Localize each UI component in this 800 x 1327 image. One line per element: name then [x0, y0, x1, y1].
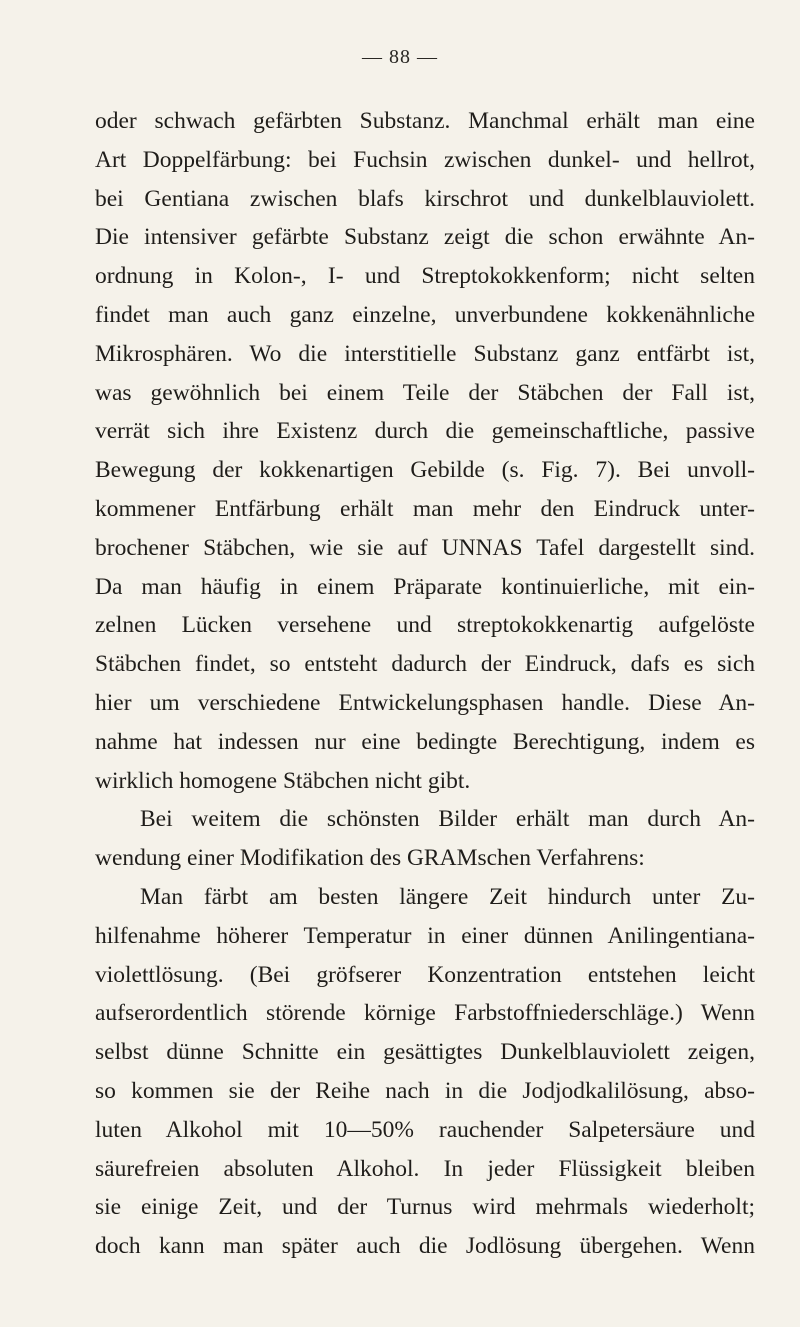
text-line: hier um verschiedene Entwickelungsphasen handle. Diese An-	[95, 689, 755, 716]
text-line: nahme hat indessen nur eine bedingte Berechtigung, indem es	[95, 728, 755, 755]
text-line: säurefreien absoluten Alkohol. In jeder Flüssigkeit bleiben	[95, 1155, 755, 1182]
text-line: Stäbchen findet, so entsteht dadurch der Eindruck, dafs es sich	[95, 651, 755, 678]
text-line: luten Alkohol mit 10—50% rauchender Salpetersäure und	[95, 1116, 755, 1143]
page-number: — 88 —	[362, 46, 438, 68]
text-line: Man färbt am besten längere Zeit hindurch unter Zu-	[140, 883, 755, 910]
text-line: kommener Entfärbung erhält man mehr den Eindruck unter-	[95, 495, 755, 522]
body-text	[95, 102, 755, 1266]
text-line: was gewöhnlich bei einem Teile der Stäbchen der Fall ist,	[95, 379, 755, 406]
text-line: Mikrosphären. Wo die interstitielle Substanz ganz entfärbt ist,	[95, 340, 755, 367]
text-line: doch kann man später auch die Jodlösung übergehen. Wenn	[95, 1233, 755, 1260]
text-line: so kommen sie der Reihe nach in die Jodjodkalilösung, abso-	[95, 1077, 755, 1104]
text-line: Da man häufig in einem Präparate kontinuierliche, mit ein-	[95, 573, 755, 600]
text-line: ordnung in Kolon-, I- und Streptokokkenform; nicht selten	[95, 263, 755, 290]
text-line: verrät sich ihre Existenz durch die gemeinschaftliche, passive	[95, 418, 755, 445]
text-line: bei Gentiana zwischen blafs kirschrot und dunkelblauviolett.	[95, 185, 755, 212]
text-line: brochener Stäbchen, wie sie auf UNNAS Tafel dargestellt sind.	[95, 534, 755, 561]
text-line: wirklich homogene Stäbchen nicht gibt.	[95, 767, 471, 794]
text-line: Bei weitem die schönsten Bilder erhält man durch An-	[140, 806, 755, 833]
text-line: findet man auch ganz einzelne, unverbundene kokkenähnliche	[95, 301, 755, 328]
text-line: aufserordentlich störende körnige Farbstoffniederschläge.) Wenn	[95, 1000, 755, 1027]
text-line: oder schwach gefärbten Substanz. Manchmal erhält man eine	[95, 108, 755, 134]
text-line: Die intensiver gefärbte Substanz zeigt die schon erwähnte An-	[95, 224, 755, 251]
text-line: Bewegung der kokkenartigen Gebilde (s. Fig. 7). Bei unvoll-	[95, 457, 755, 484]
text-line: hilfenahme höherer Temperatur in einer dünnen Anilingentiana-	[95, 922, 755, 949]
text-line: selbst dünne Schnitte ein gesättigtes Dunkelblauviolett zeigen,	[95, 1039, 755, 1066]
text-line: sie einige Zeit, und der Turnus wird mehrmals wiederholt;	[95, 1194, 755, 1221]
text-line: violettlösung. (Bei gröfserer Konzentration entstehen leicht	[95, 961, 755, 988]
text-line: wendung einer Modifikation des GRAMschen Verfahrens:	[95, 845, 645, 872]
text-line: zelnen Lücken versehene und streptokokkenartig aufgelöste	[95, 612, 755, 639]
text-line: Art Doppelfärbung: bei Fuchsin zwischen dunkel- und hellrot,	[95, 146, 755, 173]
